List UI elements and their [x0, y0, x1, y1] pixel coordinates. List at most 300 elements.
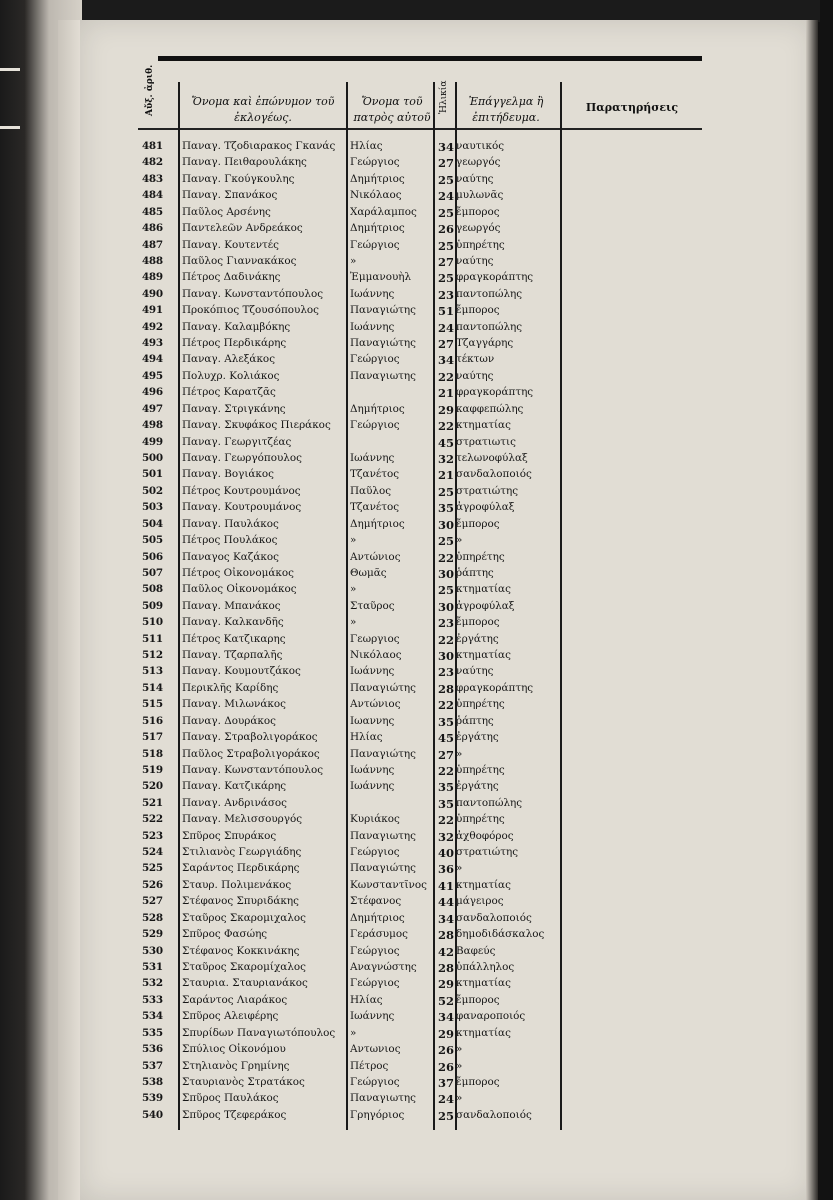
father-name: Νικόλαος	[350, 189, 402, 202]
row-number: 515	[142, 698, 163, 711]
age: 28	[437, 681, 454, 696]
father-name: Αναγνώστης	[350, 961, 417, 973]
occupation: Τζαγγάρης	[456, 337, 514, 350]
occupation: ἔμπορος	[456, 304, 500, 317]
elector-name: Σαράντος Περδικάρης	[182, 862, 300, 875]
elector-name: Πέτρος Οἰκονομάκος	[182, 566, 294, 579]
occupation: στρατιωτις	[456, 435, 516, 448]
age: 21	[437, 468, 454, 483]
occupation: ὑπηρέτης	[456, 813, 505, 826]
elector-name: Παναγ. Παυλάκος	[182, 517, 279, 530]
table-row	[78, 239, 704, 255]
row-number: 509	[142, 599, 163, 612]
occupation: τελωνοφύλαξ	[456, 451, 528, 464]
table-row	[78, 665, 704, 681]
father-name: Δημήτριος	[350, 402, 405, 415]
father-name: Αντώνιος	[350, 698, 401, 711]
occupation: ναύτης	[456, 369, 494, 382]
occupation: »	[456, 1043, 463, 1056]
elector-name: Παναγ. Κουμουτζάκος	[182, 665, 301, 678]
elector-name: Παναγ. Δουράκος	[182, 714, 276, 727]
row-number: 510	[142, 616, 163, 629]
table-row	[78, 321, 704, 337]
occupation: δημοδιδάσκαλος	[456, 928, 545, 941]
table-row	[78, 1076, 704, 1092]
age: 23	[437, 665, 454, 680]
row-number: 493	[142, 337, 163, 350]
row-number: 487	[142, 238, 163, 251]
elector-name: Παναγ. Κουτεντές	[182, 238, 279, 251]
table-row	[78, 386, 704, 402]
table-row	[78, 633, 704, 649]
elector-name: Παναγ. Κωνσταντόπουλος	[182, 763, 324, 776]
table-row	[78, 1092, 704, 1108]
row-number: 495	[142, 369, 163, 382]
elector-name: Παναγ. Κουτρουμάνος	[182, 501, 302, 514]
elector-name: Πέτρος Πουλάκος	[182, 534, 278, 547]
elector-name: Σπῦρος Τζεφεράκος	[182, 1108, 287, 1121]
age: 25	[437, 484, 454, 499]
table-row	[78, 862, 704, 878]
row-number: 523	[142, 829, 163, 842]
age: 27	[437, 254, 454, 269]
father-name: Πέτρος	[350, 1059, 389, 1072]
elector-name: Σαράντος Λιαράκος	[182, 993, 288, 1006]
father-name: Ιωάννης	[350, 665, 395, 678]
elector-name: Παναγ. Ανδρινάσος	[182, 796, 287, 809]
age: 44	[437, 895, 454, 910]
age: 25	[437, 238, 454, 253]
father-name: Χαράλαμπος	[350, 205, 417, 218]
occupation: ῥάπτης	[456, 714, 494, 727]
table-row	[78, 222, 704, 238]
row-number: 518	[142, 747, 163, 760]
father-name: Γεώργιος	[350, 977, 400, 990]
margin-mark	[0, 126, 20, 129]
age: 34	[437, 140, 454, 154]
table-row	[78, 1109, 704, 1125]
elector-name: Πέτρος Περδικάρης	[182, 337, 287, 350]
elector-name: Παῦλος Αρσένης	[182, 205, 271, 218]
table-row	[78, 551, 704, 567]
elector-name: Παναγ. Σπανάκος	[182, 189, 278, 202]
age: 22	[437, 550, 454, 565]
age: 25	[437, 172, 454, 187]
father-name: Γεώργιος	[350, 1075, 400, 1088]
elector-name: Παναγ. Καλαμβόκης	[182, 320, 291, 333]
age: 21	[437, 386, 454, 401]
elector-name: Παῦλος Γιαννακάκος	[182, 254, 297, 267]
occupation: ναυτικός	[456, 140, 505, 152]
father-name: »	[350, 583, 357, 596]
father-name: Ηλίας	[350, 140, 383, 152]
occupation: γεωργός	[456, 222, 501, 235]
father-name: Παναγιωτης	[350, 369, 416, 382]
occupation: ναύτης	[456, 665, 494, 678]
occupation: κτηματίας	[456, 649, 511, 662]
age: 26	[437, 222, 454, 237]
age: 29	[437, 402, 454, 417]
father-name: Γεράσυμος	[350, 928, 408, 941]
table-row	[78, 156, 704, 172]
table-row	[78, 567, 704, 583]
elector-name: Παναγ. Μπανάκος	[182, 599, 281, 612]
row-number: 524	[142, 846, 163, 859]
table-row	[78, 748, 704, 764]
elector-name: Παναγ. Τζοδιαρακος Γκανάς	[182, 140, 336, 152]
elector-name: Παναγ. Κωνσταντόπουλος	[182, 287, 324, 300]
header-remarks: Παρατηρήσεις	[585, 101, 679, 114]
father-name: Ἐμμανουὴλ	[350, 271, 412, 284]
father-name: Θωμᾶς	[350, 566, 387, 579]
elector-name: Παναγ. Σκυφάκος Πιεράκος	[182, 419, 331, 432]
father-name: Στέφανος	[350, 895, 402, 908]
row-number: 494	[142, 353, 163, 366]
row-number: 488	[142, 254, 163, 267]
elector-name: Πολυχρ. Κολιάκος	[182, 369, 280, 382]
row-number: 491	[142, 304, 163, 317]
elector-name: Παναγ. Γεωργόπουλος	[182, 451, 302, 464]
table-row	[78, 271, 704, 287]
occupation: κτηματίας	[456, 583, 511, 596]
elector-name: Παναγ. Κατζικάρης	[182, 780, 287, 793]
elector-name: Στηλιανὸς Γρημίνης	[182, 1059, 290, 1072]
age: 25	[437, 1108, 454, 1123]
father-name: Κυριάκος	[350, 813, 400, 826]
occupation: ῥάπτης	[456, 566, 494, 579]
occupation: ἔμπορος	[456, 205, 500, 218]
elector-name: Πέτρος Κουτρουμάνος	[182, 484, 301, 497]
father-name: Γεώργιος	[350, 353, 400, 366]
occupation: ὑπηρέτης	[456, 550, 505, 563]
father-name: Δημήτριος	[350, 172, 405, 185]
age: 29	[437, 977, 454, 992]
occupation: ὑπηρέτης	[456, 698, 505, 711]
age: 28	[437, 928, 454, 943]
occupation: παντοπώλης	[456, 320, 523, 333]
age: 45	[437, 731, 454, 746]
row-number: 498	[142, 419, 163, 432]
occupation: κτηματίας	[456, 419, 511, 432]
occupation: ἔμπορος	[456, 993, 500, 1006]
age: 45	[437, 435, 454, 450]
father-name: Αντωνιος	[350, 1043, 401, 1056]
father-name: Ιωάννης	[350, 780, 395, 793]
elector-name: Σπῦρος Αλειφέρης	[182, 1010, 279, 1023]
table-row	[78, 468, 704, 484]
scan-background-top	[80, 0, 820, 22]
elector-name: Παντελεῶν Ανδρεάκος	[182, 222, 303, 235]
table-row	[78, 518, 704, 534]
occupation: κτηματίας	[456, 977, 511, 990]
row-number: 533	[142, 993, 163, 1006]
table-row	[78, 140, 704, 156]
row-number: 508	[142, 583, 163, 596]
table-row	[78, 452, 704, 468]
row-number: 513	[142, 665, 163, 678]
age: 35	[437, 714, 454, 729]
occupation: στρατιώτης	[456, 846, 519, 859]
table-row	[78, 616, 704, 632]
row-number: 537	[142, 1059, 163, 1072]
row-number: 483	[142, 172, 163, 185]
father-name: Γεώργιος	[350, 419, 400, 432]
table-row	[78, 436, 704, 452]
age: 23	[437, 287, 454, 302]
table-row	[78, 600, 704, 616]
occupation: Βαφεύς	[456, 944, 496, 957]
father-name: Γεώργιος	[350, 846, 400, 859]
occupation: ἔμπορος	[456, 616, 500, 629]
row-number: 512	[142, 649, 163, 662]
father-name: Κωνσταντῖνος	[350, 878, 427, 891]
father-name: Παναγιωτης	[350, 1092, 416, 1105]
row-number: 527	[142, 895, 163, 908]
occupation: καφφεπώλης	[456, 402, 524, 415]
occupation: ἔμπορος	[456, 1075, 500, 1088]
table-row	[78, 797, 704, 813]
father-name: Ηλίας	[350, 993, 383, 1006]
row-number: 486	[142, 222, 163, 235]
occupation: ναύτης	[456, 254, 494, 267]
occupation: φαναροποιός	[456, 1010, 526, 1023]
age: 30	[437, 649, 454, 664]
row-number: 501	[142, 468, 163, 481]
table-row	[78, 846, 704, 862]
row-number: 505	[142, 534, 163, 547]
row-number: 507	[142, 566, 163, 579]
father-name: Αντώνιος	[350, 550, 401, 563]
occupation: σανδαλοποιός	[456, 1108, 532, 1121]
occupation: »	[456, 862, 463, 875]
age: 36	[437, 862, 454, 877]
elector-name: Σταυρ. Πολιμενάκος	[182, 878, 292, 891]
table-row	[78, 879, 704, 895]
table-row	[78, 649, 704, 665]
elector-name: Σπῦρος Φασώης	[182, 928, 268, 941]
age: 25	[437, 534, 454, 549]
age: 41	[437, 878, 454, 893]
table-row	[78, 403, 704, 419]
age: 28	[437, 961, 454, 975]
father-name: Δημήτριος	[350, 517, 405, 530]
father-name: Γεώργιος	[350, 238, 400, 251]
occupation: σανδαλοποιός	[456, 911, 532, 924]
elector-name: Σταῦρος Σκαρομίχαλος	[182, 961, 306, 973]
age: 22	[437, 369, 454, 384]
father-name: Ιωαννης	[350, 714, 395, 727]
occupation: »	[456, 747, 463, 760]
table-row	[78, 353, 704, 369]
elector-name: Παῦλος Στραβολιγοράκος	[182, 747, 320, 760]
table-row	[78, 764, 704, 780]
elector-name: Παναγ. Στριγκάνης	[182, 402, 286, 415]
row-number: 526	[142, 878, 163, 891]
occupation: φραγκοράπτης	[456, 271, 534, 284]
age: 32	[437, 829, 454, 844]
father-name: Δημήτριος	[350, 222, 405, 235]
table-row	[78, 961, 704, 977]
father-name: Τζανέτος	[350, 501, 400, 514]
table-row	[78, 682, 704, 698]
row-number: 529	[142, 928, 163, 941]
age: 34	[437, 1010, 454, 1025]
father-name: Παναγιωτης	[350, 829, 416, 842]
age: 25	[437, 583, 454, 598]
age: 30	[437, 599, 454, 614]
age: 26	[437, 1043, 454, 1058]
age: 34	[437, 353, 454, 368]
father-name: Γρηγόριος	[350, 1108, 405, 1121]
row-number: 504	[142, 517, 163, 530]
age: 26	[437, 1059, 454, 1074]
age: 27	[437, 337, 454, 352]
elector-name: Πέτρος Καρατζᾶς	[182, 386, 276, 399]
occupation: παντοπώλης	[456, 796, 523, 809]
father-name: Παναγιώτης	[350, 862, 416, 875]
age: 37	[437, 1075, 454, 1090]
elector-name: Περικλῆς Καρίδης	[182, 681, 279, 694]
table-row	[78, 173, 704, 189]
table-row	[78, 977, 704, 993]
table-row	[78, 1043, 704, 1059]
row-number: 535	[142, 1026, 163, 1039]
header-name: Ὄνομα καὶ ἐπώνυμον τοῦ ἐκλογέως.	[191, 95, 335, 124]
father-name: Παναγιώτης	[350, 337, 416, 350]
table-row	[78, 419, 704, 435]
table-row	[78, 994, 704, 1010]
row-number: 519	[142, 763, 163, 776]
header-bottom-rule	[138, 128, 702, 130]
father-name: Δημήτριος	[350, 911, 405, 924]
age: 22	[437, 632, 454, 647]
header-occupation: Ἐπάγγελμα ἢ ἐπιτήδευμα.	[468, 95, 544, 124]
father-name: Παναγιώτης	[350, 747, 416, 760]
age: 52	[437, 993, 454, 1008]
table-row	[78, 583, 704, 599]
elector-name: Σταῦρος Σκαρομιχαλος	[182, 911, 306, 924]
elector-name: Παναγ. Μιλωνάκος	[182, 698, 286, 711]
elector-name: Παῦλος Οἰκονομάκος	[182, 583, 297, 596]
elector-name: Παναγ. Αλεξάκος	[182, 353, 276, 366]
age: 30	[437, 566, 454, 581]
father-name: Γεώργιος	[350, 944, 400, 957]
occupation: ἀγροφύλαξ	[456, 599, 515, 612]
table-row	[78, 698, 704, 714]
header-father-name: Ὄνομα τοῦ πατρὸς αὐτοῦ	[353, 95, 431, 124]
elector-name: Στιλιανὸς Γεωργιάδης	[182, 846, 302, 859]
father-name: Παναγιώτης	[350, 304, 416, 317]
occupation: ὑπάλληλος	[456, 961, 515, 973]
occupation: ἐργάτης	[456, 780, 499, 793]
row-number: 525	[142, 862, 163, 875]
occupation: κτηματίας	[456, 878, 511, 891]
row-number: 534	[142, 1010, 163, 1023]
row-number: 528	[142, 911, 163, 924]
elector-name: Πέτρος Κατζικαρης	[182, 632, 286, 645]
father-name: Νικόλαος	[350, 649, 402, 662]
row-number: 517	[142, 731, 163, 744]
age: 35	[437, 796, 454, 811]
occupation: »	[456, 534, 463, 547]
occupation: ἀγροφύλαξ	[456, 501, 515, 514]
table-row	[78, 813, 704, 829]
row-number: 506	[142, 550, 163, 563]
row-number: 540	[142, 1108, 163, 1121]
table-row	[78, 255, 704, 271]
table-row	[78, 206, 704, 222]
occupation: »	[456, 1059, 463, 1072]
row-number: 531	[142, 961, 163, 973]
elector-name: Σπύλιος Οἰκονόμου	[182, 1043, 286, 1056]
elector-name: Παναγ. Γεωργιτζέας	[182, 435, 292, 448]
table-row	[78, 485, 704, 501]
header-serial-number: Αὔξ. ἀριθ.	[145, 64, 155, 116]
father-name: »	[350, 254, 357, 267]
row-number: 516	[142, 714, 163, 727]
table-row	[78, 370, 704, 386]
elector-name: Στέφανος Κοκκινάκης	[182, 944, 300, 957]
father-name: Ιωάννης	[350, 763, 395, 776]
elector-name: Σταυρια. Σταυριανάκος	[182, 977, 308, 990]
row-number: 492	[142, 320, 163, 333]
age: 24	[437, 189, 454, 204]
table-row	[78, 1027, 704, 1043]
age: 27	[437, 156, 454, 171]
age: 35	[437, 780, 454, 795]
table-row	[78, 895, 704, 911]
row-number: 490	[142, 287, 163, 300]
table-row	[78, 830, 704, 846]
row-number: 497	[142, 402, 163, 415]
age: 24	[437, 1092, 454, 1107]
occupation: ὑπηρέτης	[456, 238, 505, 251]
elector-name: Πέτρος Δαδινάκης	[182, 271, 281, 284]
father-name: Γεώργιος	[350, 156, 400, 169]
row-number: 496	[142, 386, 163, 399]
row-number: 499	[142, 435, 163, 448]
table-row	[78, 288, 704, 304]
father-name: »	[350, 616, 357, 629]
occupation: φραγκοράπτης	[456, 386, 534, 399]
header-top-rule	[158, 56, 702, 61]
father-name: »	[350, 534, 357, 547]
row-number: 485	[142, 205, 163, 218]
row-number: 520	[142, 780, 163, 793]
row-number: 502	[142, 484, 163, 497]
father-name: Ιωάννης	[350, 320, 395, 333]
table-row	[78, 945, 704, 961]
age: 22	[437, 813, 454, 828]
table-row	[78, 337, 704, 353]
elector-name: Παναγ. Τζαρπαλῆς	[182, 649, 283, 662]
row-number: 538	[142, 1075, 163, 1088]
table-row	[78, 501, 704, 517]
occupation: μυλωνᾶς	[456, 189, 504, 202]
page-right-edge	[806, 20, 818, 1200]
table-row	[78, 1010, 704, 1026]
age: 22	[437, 698, 454, 713]
row-number: 532	[142, 977, 163, 990]
table-row	[78, 731, 704, 747]
elector-name: Προκόπιος Τζουσόπουλος	[182, 304, 320, 317]
elector-name: Παναγ. Στραβολιγοράκος	[182, 731, 318, 744]
row-number: 522	[142, 813, 163, 826]
elector-name: Σπῦρος Παυλάκος	[182, 1092, 279, 1105]
table-row	[78, 715, 704, 731]
row-number: 500	[142, 451, 163, 464]
age: 35	[437, 501, 454, 516]
